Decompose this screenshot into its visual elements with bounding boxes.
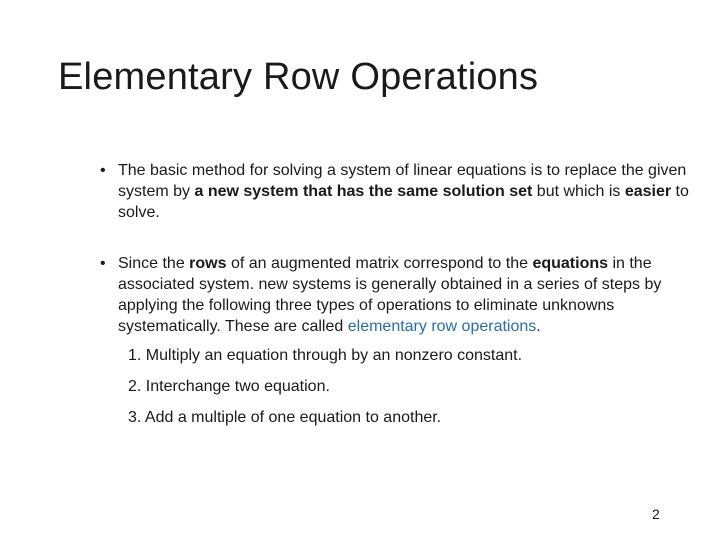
bullet-text: The basic method for solving a system of linear equations is to replace the given system by: [118, 162, 687, 200]
bullet-text: to solve.: [118, 183, 689, 221]
slide-title: Elementary Row Operations: [58, 56, 539, 98]
bullet-emphasis: a new system that has the same solution set: [194, 183, 533, 200]
bullet-marker: •: [100, 255, 106, 272]
bullet-list: [100, 160, 700, 438]
step-item: 2. Interchange two equation.: [128, 378, 330, 395]
bullet-emphasis: equations: [532, 255, 609, 272]
page-number: 2: [652, 506, 660, 522]
operation-steps: [100, 345, 700, 428]
bullet-text: of an augmented matrix correspond to the: [226, 255, 533, 272]
step-item: 3. Add a multiple of one equation to another.: [128, 409, 442, 426]
bullet-item-rows: [100, 253, 700, 337]
bullet-text: Since the: [118, 255, 190, 272]
bullet-text: in the associated system. new systems is generally obtained in a series of steps by applying the following three types of operations to eliminate unknowns systematically. These are called: [118, 255, 662, 335]
step-item: 1. Multiply an equation through by an nonzero constant.: [128, 347, 523, 364]
highlighted-term: elementary row operations: [347, 318, 537, 335]
bullet-item-basic-method: [100, 160, 700, 223]
bullet-emphasis: easier: [624, 183, 672, 200]
bullet-marker: •: [100, 162, 106, 179]
bullet-emphasis: rows: [189, 255, 227, 272]
bullet-text: but which is: [532, 183, 625, 200]
bullet-text: .: [536, 318, 541, 335]
